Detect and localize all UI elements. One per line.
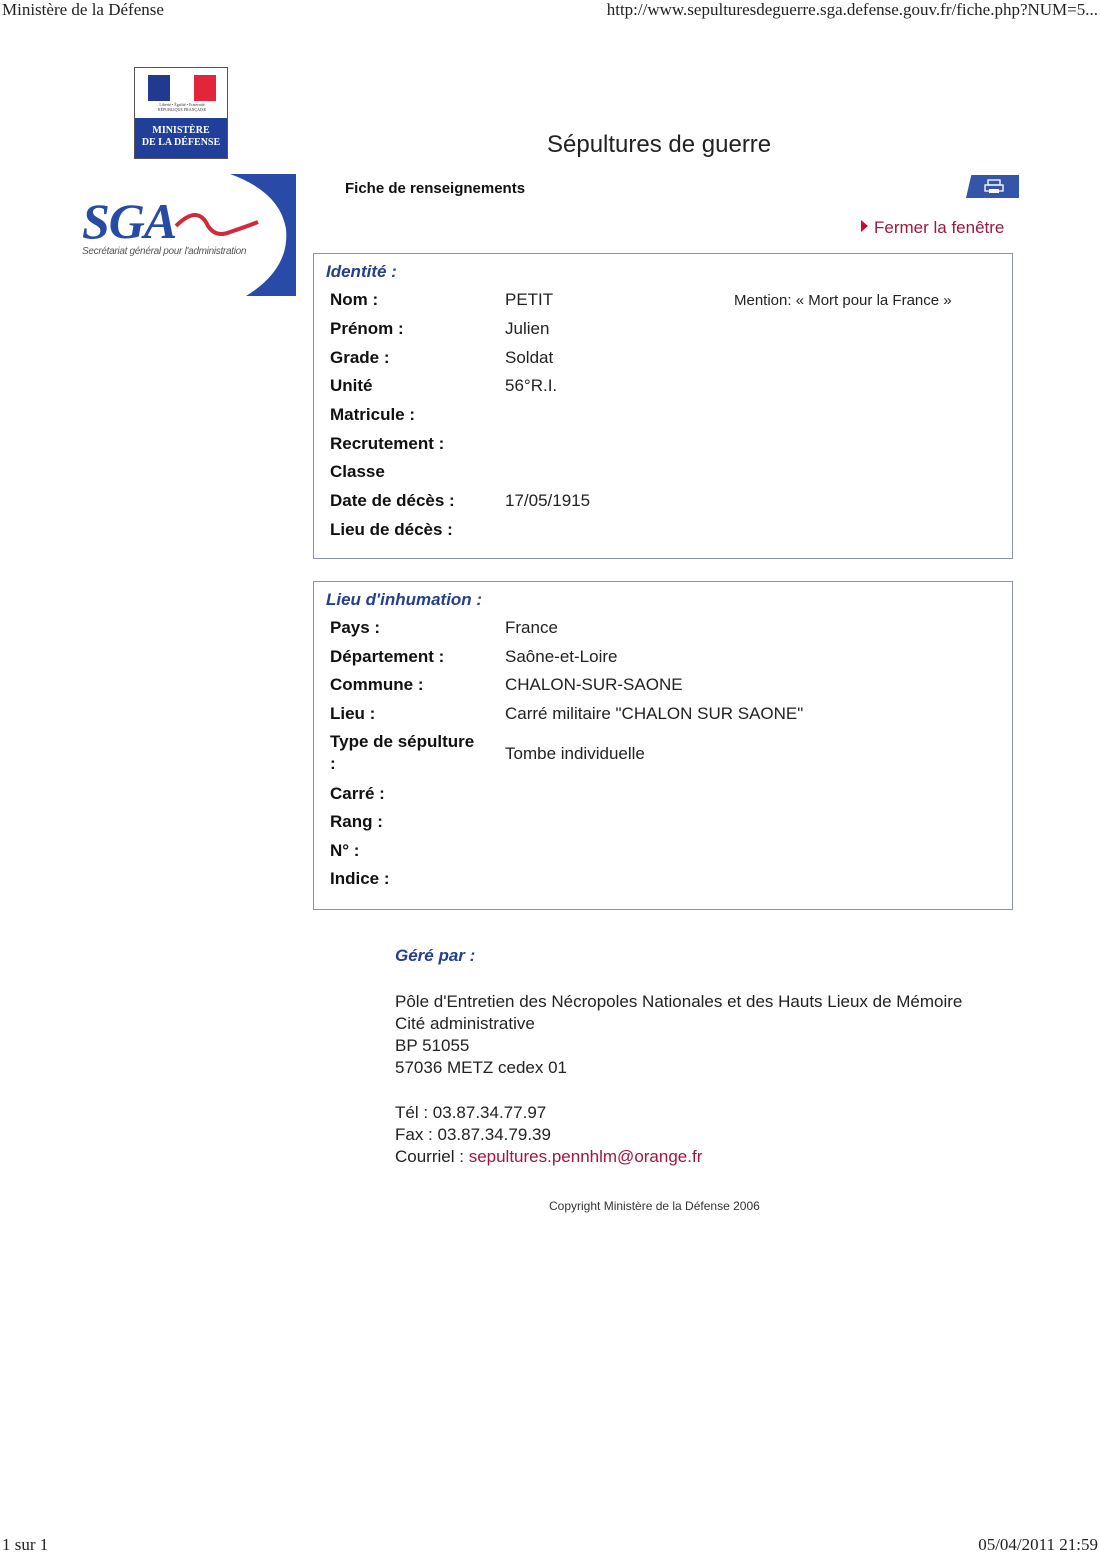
identity-title: Identité :: [326, 262, 397, 281]
print-header-title: Ministère de la Défense: [2, 0, 164, 19]
ministry-logo: [134, 67, 228, 159]
managed-by-org: Pôle d'Entretien des Nécropoles Nationales et des Hauts Lieux de Mémoire: [395, 992, 963, 1011]
managed-by-title: Géré par :: [395, 946, 476, 965]
print-footer-datetime: 05/04/2011 21:59: [978, 1535, 1098, 1554]
burial-place-title: Lieu d'inhumation :: [326, 590, 483, 609]
email-link[interactable]: sepultures.pennhlm@orange.fr: [468, 1147, 703, 1166]
close-window-link[interactable]: Fermer la fenêtre: [861, 218, 1004, 238]
republic-motto: Liberté • Égalité • Fraternité RÉPUBLIQUE FRANÇAISE: [157, 102, 207, 112]
email-line: [395, 1147, 702, 1167]
arrow-right-icon: [861, 220, 868, 232]
burial-place-panel: Lieu d'inhumation : Pays : France Département : Saône-et-Loire Commune : CHALON-SUR-SAONE Lieu : Carré militaire "CHALON SUR SAONE" Type de sépulture : Tombe individuelle Carré : Rang : N° : Indice :: [313, 581, 1013, 910]
address-line-1: Cité administrative: [395, 1014, 535, 1033]
print-button[interactable]: [966, 175, 1019, 198]
email-label: Courriel :: [395, 1147, 469, 1166]
fax-number: Fax : 03.87.34.79.39: [395, 1125, 551, 1144]
french-flag-icon: [148, 75, 216, 101]
address-line-2: BP 51055: [395, 1036, 470, 1055]
phone-number: Tél : 03.87.34.77.97: [395, 1103, 547, 1122]
printer-icon: [984, 179, 1004, 194]
address-line-3: 57036 METZ cedex 01: [395, 1058, 567, 1077]
sga-logo: SGA Secrétariat général pour l'administration: [80, 174, 296, 296]
page-subtitle: Fiche de renseignements: [345, 180, 526, 197]
print-footer-page: 1 sur 1: [2, 1535, 49, 1554]
print-header-url: http://www.sepulturesdeguerre.sga.defense.gouv.fr/fiche.php?NUM=5...: [606, 0, 1098, 19]
identity-panel: Identité : Mention: « Mort pour la France » Nom : PETIT Prénom : Julien Grade : Soldat Unité 56°R.I. Matricule : Recrutement : Classe Date de décès : 17/05/1915 Lieu de décès :: [313, 253, 1013, 559]
copyright-text: Copyright Ministère de la Défense 2006: [549, 1199, 760, 1213]
ministry-logo-text: MINISTÈRE DE LA DÉFENSE: [135, 118, 227, 158]
page-title: Sépultures de guerre: [547, 131, 772, 158]
mention-text: Mention: « Mort pour la France »: [734, 292, 952, 309]
